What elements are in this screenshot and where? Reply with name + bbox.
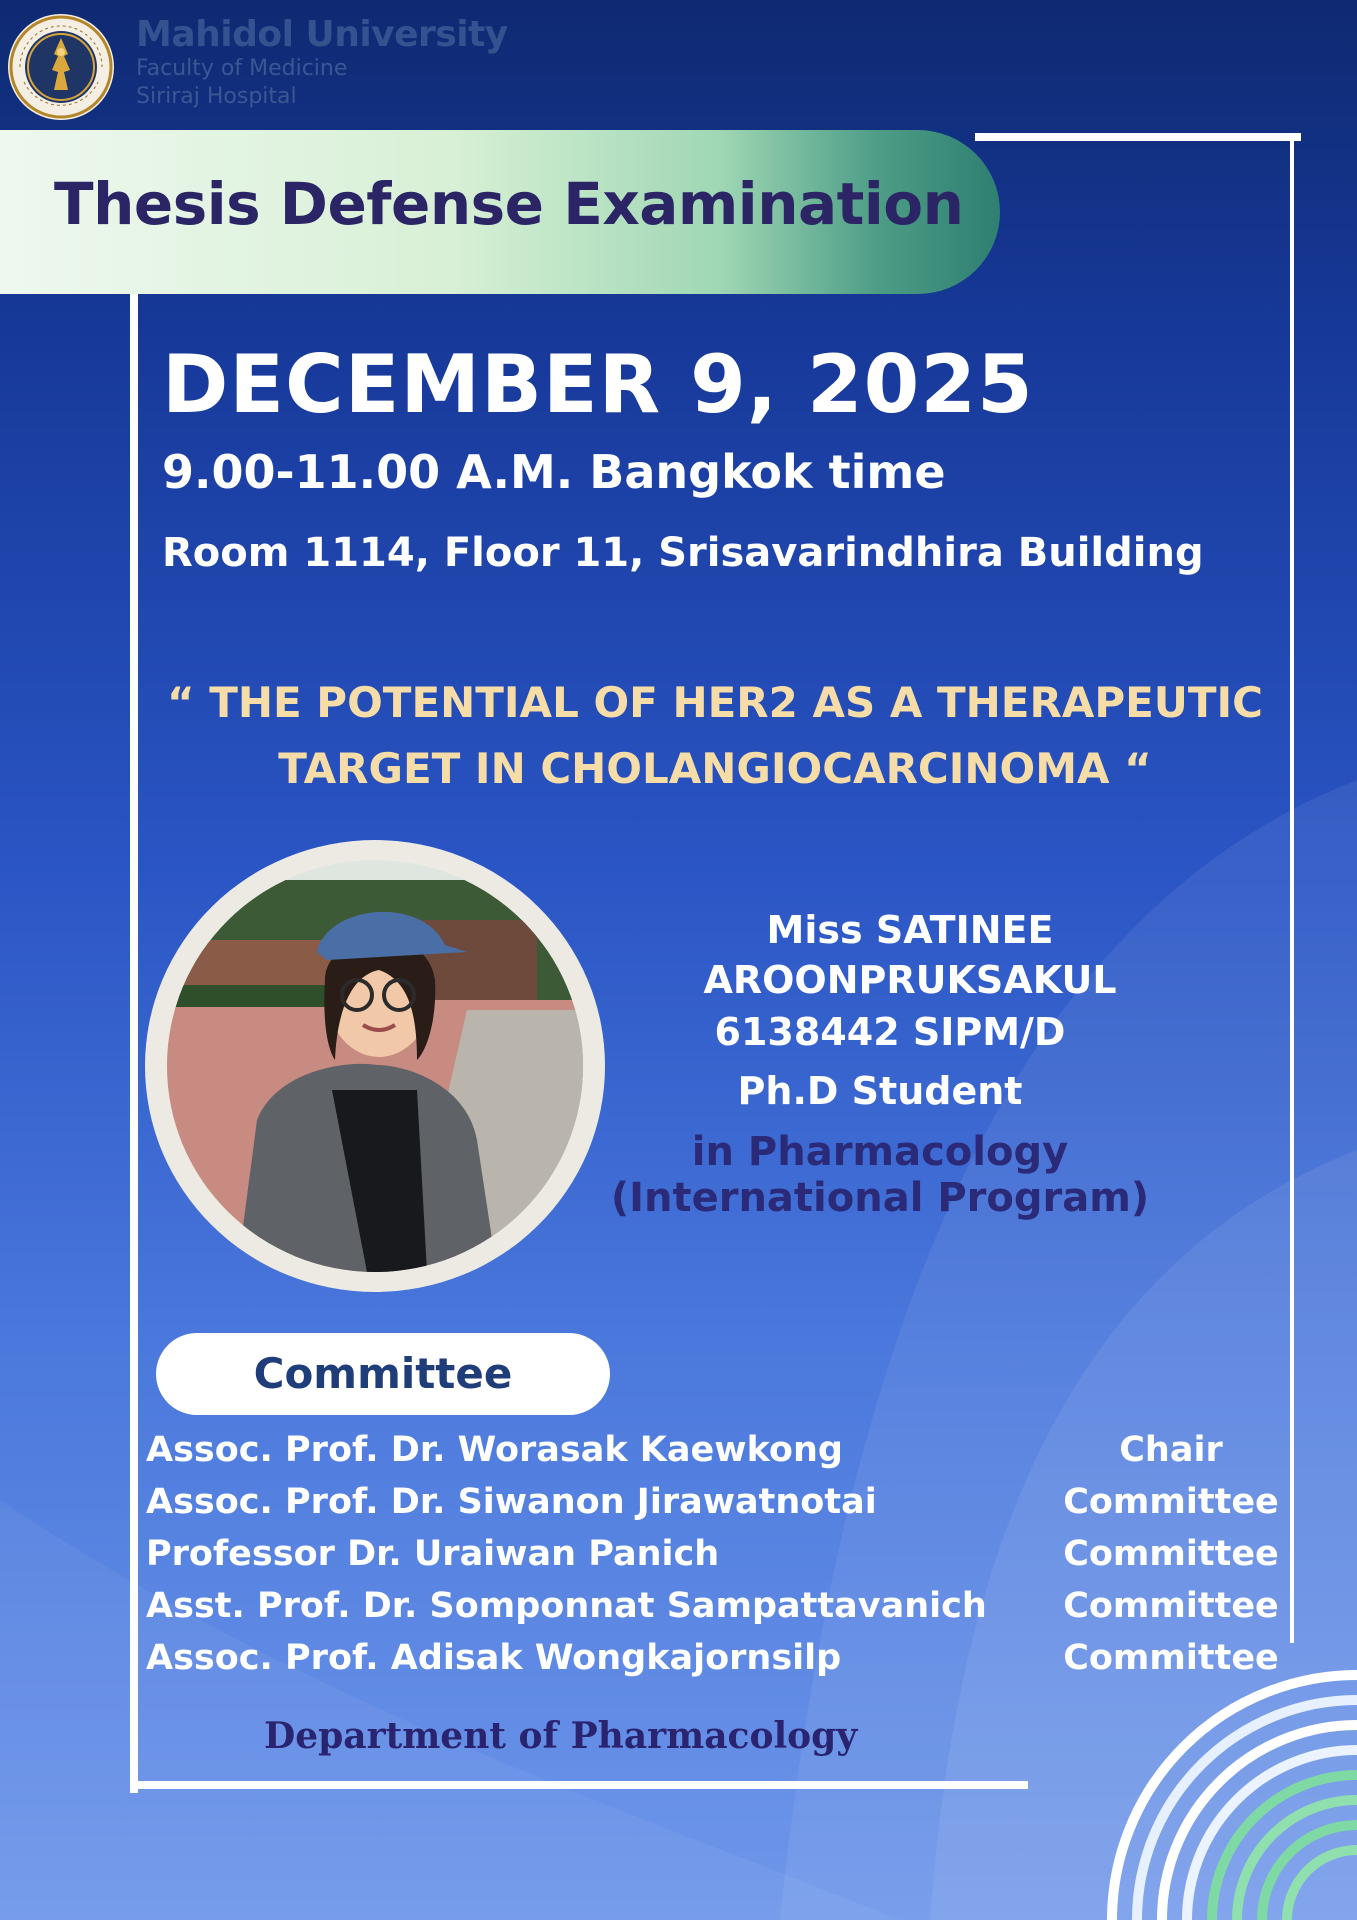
event-room: Room 1114, Floor 11, Srisavarindhira Building [162, 530, 1204, 576]
event-date: DECEMBER 9, 2025 [162, 338, 1034, 431]
student-program-note: (International Program) [610, 1175, 1150, 1221]
member-role: Committee [1063, 1482, 1279, 1522]
member-name: Asst. Prof. Dr. Somponnat Sampattavanich [146, 1586, 987, 1626]
university-name: Mahidol University [136, 14, 508, 55]
member-role: Committee [1063, 1586, 1279, 1626]
thesis-title-line1: “ THE POTENTIAL OF HER2 AS A THERAPEUTIC [166, 678, 1264, 727]
department-name: Department of Pharmacology [264, 1715, 858, 1757]
event-time: 9.00-11.00 A.M. Bangkok time [162, 445, 946, 499]
member-name: Professor Dr. Uraiwan Panich [146, 1534, 720, 1574]
thesis-title-line2: TARGET IN CHOLANGIOCARCINOMA “ [278, 744, 1152, 793]
member-role: Committee [1063, 1638, 1279, 1678]
member-role: Chair [1119, 1430, 1223, 1470]
banner-title: Thesis Defense Examination [54, 170, 964, 238]
committee-heading: Committee [253, 1349, 513, 1398]
student-program: in Pharmacology [691, 1129, 1069, 1175]
student-id: 6138442 SIPM/D [714, 1010, 1066, 1054]
student-level: Ph.D Student [737, 1069, 1023, 1113]
member-name: Assoc. Prof. Adisak Wongkajornsilp [146, 1638, 842, 1678]
student-name: Miss SATINEE AROONPRUKSAKUL [703, 908, 1117, 1002]
member-name: Assoc. Prof. Dr. Worasak Kaewkong [146, 1430, 843, 1470]
member-name: Assoc. Prof. Dr. Siwanon Jirawatnotai [146, 1482, 877, 1522]
faculty-name: Faculty of Medicine [136, 56, 348, 81]
hospital-name: Siriraj Hospital [136, 84, 297, 109]
member-role: Committee [1063, 1534, 1279, 1574]
